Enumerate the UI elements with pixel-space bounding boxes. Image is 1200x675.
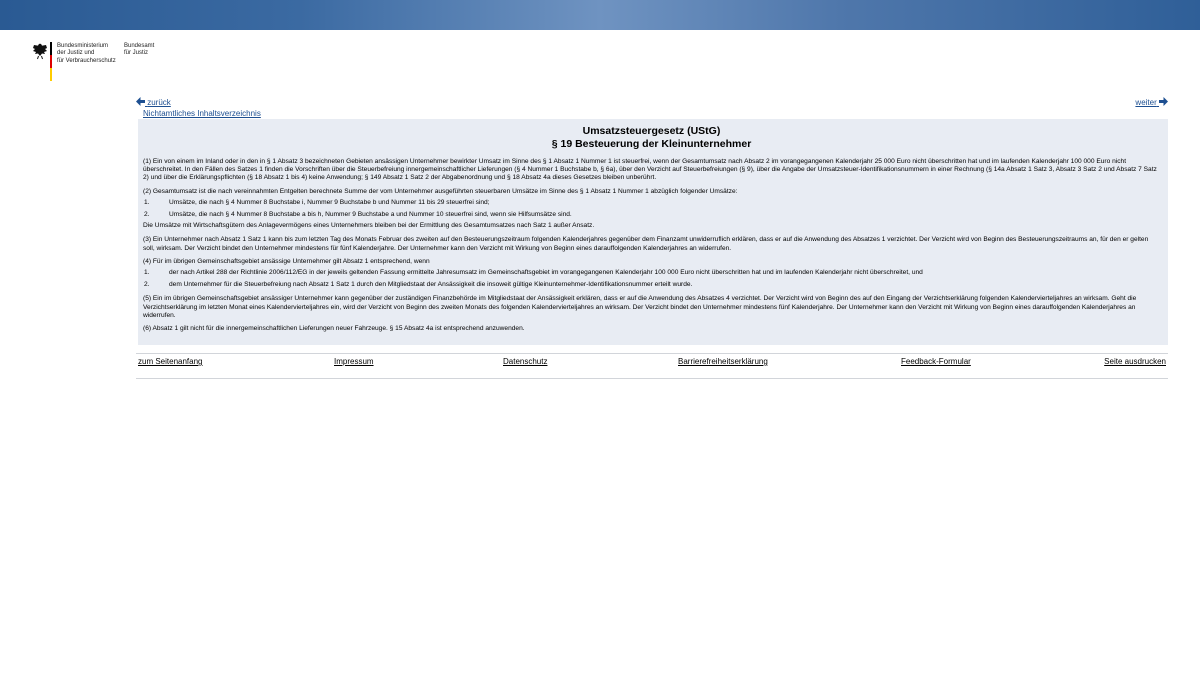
footer-divider-top (136, 353, 1168, 354)
page-navigation (136, 97, 1168, 109)
arrow-left-icon (136, 97, 145, 106)
footer-link-imprint[interactable]: Impressum (334, 357, 374, 366)
list-item-number: 2. (144, 281, 150, 289)
list-item (143, 211, 1160, 219)
back-link-label: zurück (147, 98, 171, 107)
forward-link[interactable] (1135, 97, 1168, 108)
footer-link-privacy[interactable]: Datenschutz (503, 357, 548, 366)
list-item (143, 269, 1160, 277)
list-item-text: der nach Artikel 288 der Richtlinie 2006/112/EG in der jeweils geltenden Fassung ermittelte Jahresumsatz im Gemeinschaftsgebiet im vorangegangenen Kalenderjahr 100 000 Euro nicht überschritten hat und im laufenden Kalenderjahr nicht überschreitet, und (169, 269, 923, 277)
list-item-number: 1. (144, 269, 150, 277)
list-item-text: dem Unternehmer für die Steuerbefreiung nach Absatz 1 Satz 1 durch den Mitgliedstaat der Ansässigkeit die insoweit gültige Kleinunternehmer-Identifikationsnummer erteilt wurde. (169, 281, 693, 289)
top-banner (0, 0, 1200, 30)
law-content (138, 119, 1168, 345)
paragraph-6: (6) Absatz 1 gilt nicht für die innergemeinschaftlichen Lieferungen neuer Fahrzeuge. § 15 Absatz 4a ist entsprechend anzuwenden. (143, 325, 525, 333)
list-item (143, 199, 1160, 207)
list-item-text: Umsätze, die nach § 4 Nummer 8 Buchstabe i, Nummer 9 Buchstabe b und Nummer 11 bis 29 steuerfrei sind; (169, 198, 490, 206)
paragraph-2-continuation: Die Umsätze mit Wirtschaftsgütern des Anlagevermögens eines Unternehmers bleiben bei der Ermittlung des Gesamtumsatzes nach Satz 1 außer Ansatz. (143, 222, 595, 230)
footer-links (136, 356, 1168, 368)
section-title: § 19 Besteuerung der Kleinunternehmer (551, 138, 752, 150)
paragraph-5: (5) Ein im übrigen Gemeinschaftsgebiet ansässiger Unternehmer kann gegenüber der zuständigen Finanzbehörde im Mitgliedstaat der Ansässigkeit erklären, dass er auf die Anwendung des Absatzes 4 verzichtet. Der Verzicht wird von Beginn des auf den Eingang der Verzichtserklärung folgenden Kalendervierteljahres an wirksam. Geht die Verzichtserklärung im letzten Monat eines Kalendervierteljahres ein, wird der Verzicht von Beginn des zweiten Monats des folgenden Kalendervierteljahres an wirksam. Der Verzicht bindet den Unternehmer mindestens fünf Kalenderjahre. Der Unternehmer kann den Verzicht mit Wirkung von Beginn eines darauffolgenden Kalenderjahres an widerrufen. (143, 295, 1137, 319)
arrow-right-icon (1159, 97, 1168, 106)
footer-divider-bottom (136, 378, 1168, 379)
footer-link-feedback[interactable]: Feedback-Formular (901, 357, 971, 366)
paragraph-3: (3) Ein Unternehmer nach Absatz 1 Satz 1 kann bis zum letzten Tag des Monats Februar des zweiten auf den Besteuerungszeitraum folgenden Kalenderjahres gegenüber dem Finanzamt unwiderruflich erklären, dass er auf die Anwendung des Absatzes 1 verzichtet. Der Verzicht wird von Beginn des Besteuerungszeitraums an, für den er gelten soll, wirksam. Der Verzicht bindet den Unternehmer mindestens für fünf Kalenderjahre. Der Unternehmer kann den Verzicht mit Wirkung von Beginn eines darauffolgenden Kalenderjahres an widerrufen. (143, 236, 1149, 252)
forward-link-label: weiter (1135, 98, 1157, 107)
paragraph-4: (4) Für im übrigen Gemeinschaftsgebiet ansässige Unternehmer gilt Absatz 1 entsprechend, wenn (143, 257, 430, 265)
list-item (143, 281, 1160, 289)
list-item-number: 2. (144, 211, 150, 219)
list-item-number: 1. (144, 198, 150, 206)
office-name: Bundesamt für Justiz (124, 43, 155, 57)
law-title: Umsatzsteuergesetz (UStG) (582, 125, 721, 137)
federal-eagle-icon (33, 42, 47, 60)
back-link[interactable] (136, 97, 171, 108)
paragraph-2: (2) Gesamtumsatz ist die nach vereinnahmten Entgelten berechnete Summe der vom Unternehmer ausgeführten steuerbaren Umsätze im Sinne des § 1 Absatz 1 Nummer 1 abzüglich folgender Umsätze: (143, 187, 738, 195)
footer-link-accessibility[interactable]: Barrierefreiheitserklärung (678, 357, 768, 366)
footer-link-print[interactable]: Seite ausdrucken (1104, 357, 1166, 366)
list-item-text: Umsätze, die nach § 4 Nummer 8 Buchstabe a bis h, Nummer 9 Buchstabe a und Nummer 10 steuerfrei sind, wenn sie Hilfsumsätze sind. (169, 211, 572, 219)
table-of-contents-link[interactable]: Nichtamtliches Inhaltsverzeichnis (143, 109, 261, 118)
flag-stripe (50, 42, 52, 81)
paragraph-1: (1) Ein von einem im Inland oder in den in § 1 Absatz 3 bezeichneten Gebieten ansässigen Unternehmer bewirkter Umsatz im Sinne des § 1 Absatz 1 Nummer 1 ist steuerfrei, wenn der Gesamtumsatz nach Absatz 2 im vorangegangenen Kalenderjahr 25 000 Euro nicht überschritten hat und im laufenden Kalenderjahr 100 000 Euro nicht überschreitet. In den Fällen des Satzes 1 finden die Vorschriften über die Steuerbefreiung innergemeinschaftlicher Lieferungen (§ 4 Nummer 1 Buchstabe b, § 6a), über den Verzicht auf Steuerbefreiungen (§ 9), über die Angabe der Umsatzsteuer-Identifikationsnummern in einer Rechnung (§ 14a Absatz 1 Satz 3, Absatz 3 Satz 2 und Absatz 7 Satz 2) und über die Erklärungspflichten (§ 18 Absatz 1 bis 4) keine Anwendung; § 149 Absatz 1 Satz 2 der Abgabenordnung und § 18 Absatz 4a dieses Gesetzes bleiben unberührt. (143, 158, 1157, 182)
ministry-name: Bundesministerium der Justiz und für Verbraucherschutz (57, 43, 116, 64)
footer-link-top-of-page[interactable]: zum Seitenanfang (138, 357, 203, 366)
